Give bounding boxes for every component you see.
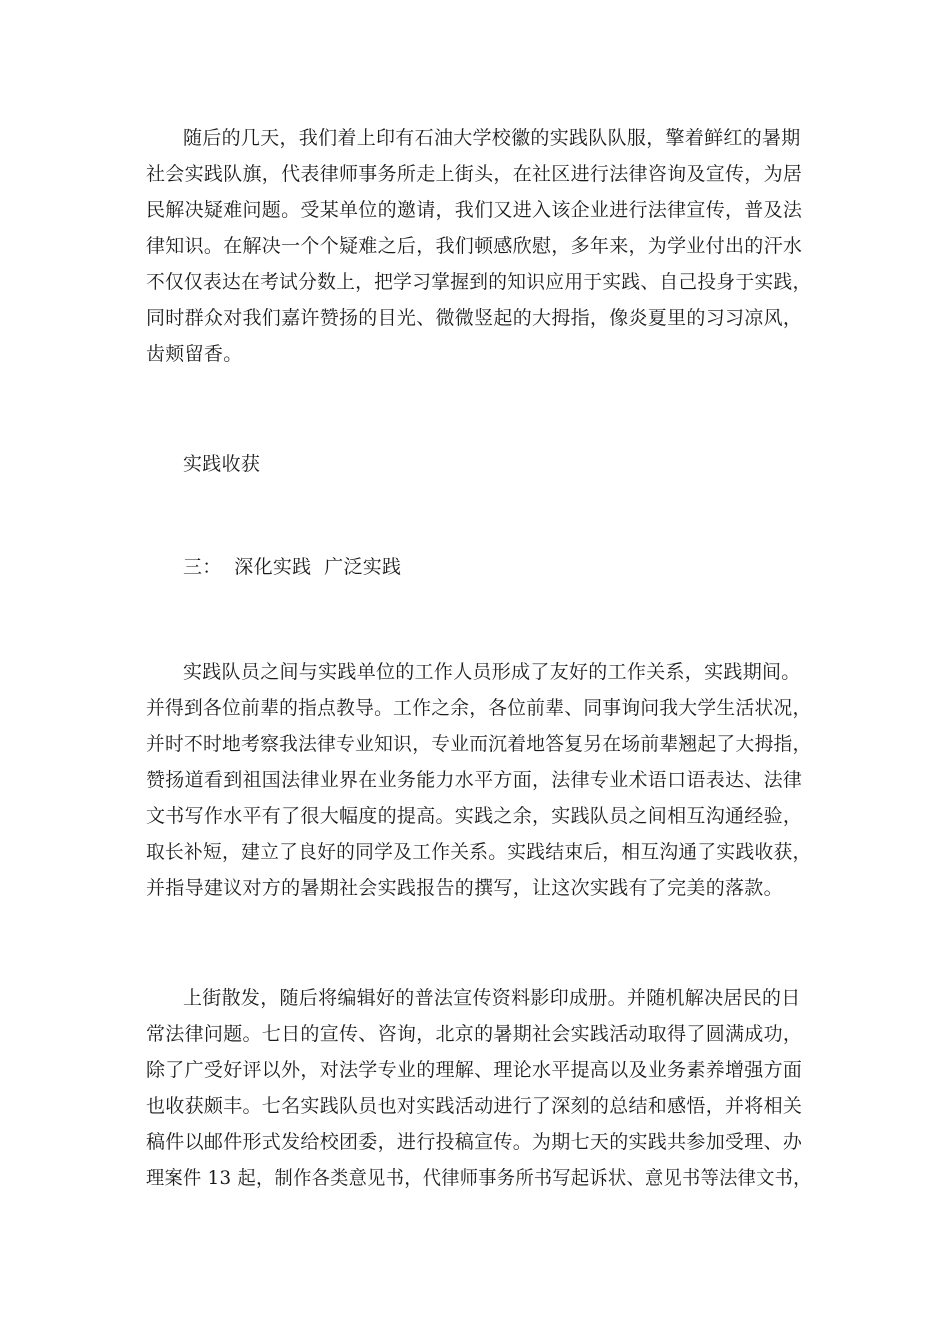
text-line: 除了广受好评以外，对法学专业的理解、理论水平提高以及业务素养增强方面: [146, 1059, 803, 1081]
text-line: 取长补短，建立了良好的同学及工作关系。实践结束后，相互沟通了实践收获，: [146, 841, 812, 863]
text-line: 上街散发，随后将编辑好的普法宣传资料影印成册。并随机解决居民的日: [183, 987, 801, 1009]
heading-section-3: 三： 深化实践 广泛实践: [183, 556, 402, 578]
text-line: 社会实践队旗，代表律师事务所走上街头，在社区进行法律咨询及宣传，为居: [146, 163, 803, 185]
text-line: 稿件以邮件形式发给校团委，进行投稿宣传。为期七天的实践共参加受理、办: [146, 1131, 803, 1153]
heading-harvest: 实践收获: [183, 453, 261, 475]
text-line: 文书写作水平有了很大幅度的提高。实践之余，实践队员之间相互沟通经验，: [146, 805, 803, 827]
text-line: 齿颊留香。: [146, 343, 243, 365]
text-line: 律知识。在解决一个个疑难之后，我们顿感欣慰，多年来，为学业付出的汗水: [146, 235, 803, 257]
text-line: 同时群众对我们嘉许赞扬的目光、微微竖起的大拇指，像炎夏里的习习凉风，: [146, 307, 803, 329]
text-line: 也收获颇丰。七名实践队员也对实践活动进行了深刻的总结和感悟，并将相关: [146, 1095, 803, 1117]
text-line: 民解决疑难问题。受某单位的邀请，我们又进入该企业进行法律宣传，普及法: [146, 199, 803, 221]
text-line: 常法律问题。七日的宣传、咨询，北京的暑期社会实践活动取得了圆满成功，: [146, 1023, 803, 1045]
text-line: 随后的几天，我们着上印有石油大学校徽的实践队队服，擎着鲜红的暑期: [183, 127, 801, 149]
text-line: 实践队员之间与实践单位的工作人员形成了友好的工作关系，实践期间。: [183, 661, 801, 683]
text-line: 赞扬道看到祖国法律业界在业务能力水平方面，法律专业术语口语表达、法律: [146, 769, 803, 791]
text-line: 理案件 13 起，制作各类意见书，代律师事务所书写起诉状、意见书等法律文书，: [146, 1167, 812, 1189]
text-line: 并时不时地考察我法律专业知识，专业而沉着地答复另在场前辈翘起了大拇指，: [146, 733, 812, 755]
text-line: 并得到各位前辈的指点教导。工作之余，各位前辈、同事询问我大学生活状况，: [146, 697, 812, 719]
text-line: 并指导建议对方的暑期社会实践报告的撰写，让这次实践有了完美的落款。: [146, 877, 783, 899]
text-line: 不仅仅表达在考试分数上，把学习掌握到的知识应用于实践、自己投身于实践，: [146, 271, 812, 293]
